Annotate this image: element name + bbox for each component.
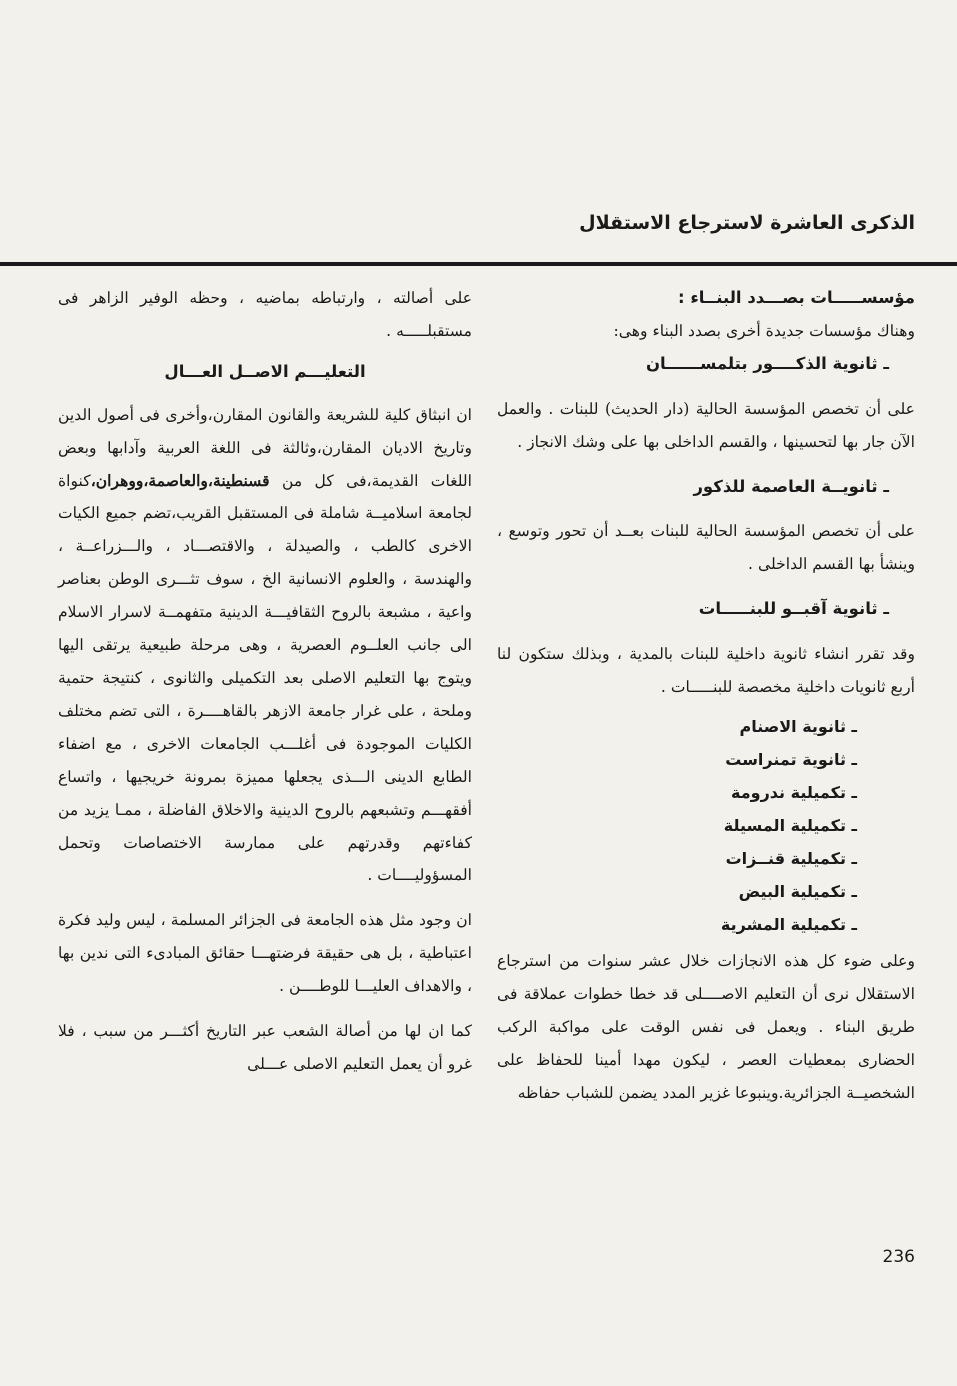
paragraph: على أصالته ، وارتباطه بماضيه ، وحظه الوفير الزاهر فى مستقبلـــــه .	[58, 289, 472, 340]
list-item: ـ ثانوية تمنراست	[725, 749, 857, 769]
paragraph	[58, 399, 472, 893]
cities-emphasis: قسنطينة،والعاصمة،ووهران،	[90, 470, 270, 490]
paragraph: على أن تخصص المؤسسة الحالية للبنات بعــد أن تحور وتوسع ، وينشأ بها القسم الداخلى .	[497, 522, 915, 574]
subheading: ـ ثانوية آقبــو للبنـــــات	[698, 599, 889, 619]
list-item: ـ تكميلية المسيلة	[723, 815, 857, 835]
paragraph: كما ان لها من أصالة الشعب عبر التاريخ أكثـــر من سبب ، فلا غرو أن يعمل التعليم الاصلى عـــلى	[58, 1022, 472, 1073]
right-column	[497, 282, 915, 1110]
paragraph: وهناك مؤسسات جديدة أخرى بصدد البناء وهى:	[613, 321, 915, 340]
section-heading: مؤسســـــات بصـــدد البنــاء :	[678, 288, 915, 307]
paragraph: ان وجود مثل هذه الجامعة فى الجزائر المسلمة ، ليس وليد فكرة اعتباطية ، بل هى حقيقة فرضتهـــا حقائق المبادىء التى ندين بها ، والاهداف العليـــا للوطــــن .	[58, 911, 472, 996]
list-item: ـ تكميلية البيض	[738, 881, 857, 901]
list-item: ـ تكميلية ندرومة	[731, 782, 857, 802]
running-header: الذكرى العاشرة لاسترجاع الاستقلال	[579, 212, 915, 234]
paragraph-text: كنواة لجامعة اسلاميــة شاملة فى المستقبل القريب،تضم جميع الكيات الاخرى كالطب ، والصيدلة ، والاقتصـــاد ، والـــزراعــة ، والهندسة ، والعلوم الانسانية الخ ، سوف تثـــرى الوطن بعناصر واعية ، مشبعة بالروح الثقافيـــة الدينية متفهمــة لاسرار الاسلام الى جانب العلــوم العصرية ، وهى مرحلة طبيعية يرتقى اليها ويتوج بها التعليم الاصلى بعد التكميلى والثانوى ، كنتيجة حتمية وملحة ، على غرار جامعة الازهر بالقاهــــرة ، التى تضم مختلف الكليات الموجودة فى أغلـــب الجامعات الاخرى ، مع اضفاء الطابع الدينى الـــذى يجعلها مميزة بمرونة خريجيها ، واتساع أفقهـــم وتشبعهم بالروح الدينية والاخلاق الفاضلة ، ممـا يزيد من كفاءتهم وقدرتهم على ممارسة الاختصاصات وتحمل المسؤوليــــات .	[58, 471, 472, 885]
schools-list	[497, 710, 915, 941]
paragraph: على أن تخصص المؤسسة الحالية (دار الحديث) للبنات . والعمل الآن جار بها لتحسينها ، والقسم الداخلى بها على وشك الانجاز .	[497, 399, 915, 451]
list-item: ـ تكميلية المشرية	[720, 914, 857, 934]
paragraph-text: ان انبثاق كلية للشريعة والقانون المقارن،وأخرى فى أصول الدين وتاريخ الاديان المقارن،وثالثة فى اللغة العربية وآدابها وبعض اللغات القديمة،فى كل من	[58, 405, 472, 490]
paragraph: وعلى ضوء كل هذه الانجازات خلال عشر سنوات من استرجاع الاستقلال نرى أن التعليم الاصــــلى قد خطا خطوات عملاقة فى طريق البناء . ويعمل فى نفس الوقت على مواكبة الركب الحضارى بمعطيات العصر ، ليكون مهدا أمينا للحفاظ على الشخصيــة الجزائرية.وينبوعا غزير المدد يضمن للشباب حفاظه	[497, 951, 915, 1102]
header-rule	[0, 262, 957, 266]
list-item: ـ تكميلية قنــزات	[725, 848, 857, 868]
subheading: ـ ثانوية الذكــــور بتلمســــــان	[645, 353, 889, 373]
subheading: ـ ثانويــة العاصمة للذكور	[693, 476, 889, 496]
paragraph: وقد تقرر انشاء ثانوية داخلية للبنات بالمدية ، وبذلك ستكون لنا أربع ثانويات داخلية مخصصة للبنـــــات .	[497, 645, 915, 697]
left-column	[58, 282, 472, 1081]
section-heading: التعليـــم الاصــل العـــال	[164, 361, 366, 381]
list-item: ـ ثانوية الاصنام	[739, 716, 857, 736]
page-number: 236	[882, 1247, 915, 1267]
